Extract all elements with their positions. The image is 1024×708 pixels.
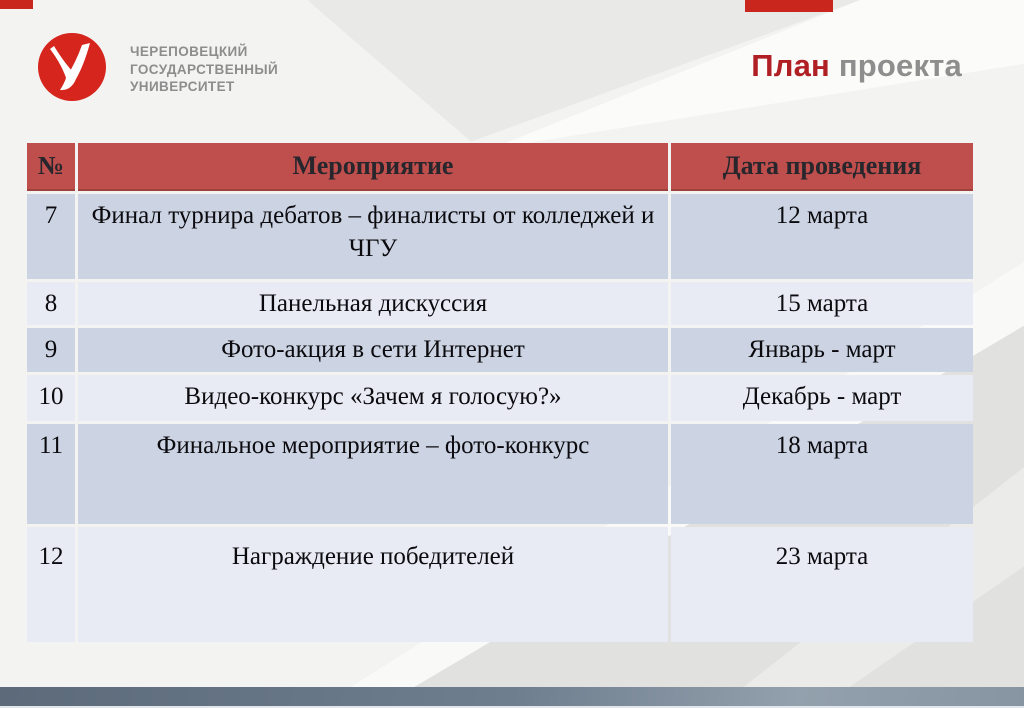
table-row — [27, 424, 973, 524]
cell-number: 7 — [27, 194, 75, 279]
university-name-line: УНИВЕРСИТЕТ — [130, 79, 235, 94]
cell-date: Январь - март — [671, 328, 973, 372]
project-plan-table-wrap — [24, 140, 976, 645]
cell-number: 11 — [27, 424, 75, 524]
slide-title-accent: План — [751, 48, 830, 83]
table-row — [27, 282, 973, 325]
cell-event: Фото-акция в сети Интернет — [78, 328, 668, 372]
cell-number: 10 — [27, 375, 75, 421]
cell-date: Декабрь - март — [671, 375, 973, 421]
cell-date: 23 марта — [671, 527, 973, 642]
table-row — [27, 194, 973, 279]
cell-event: Панельная дискуссия — [78, 282, 668, 325]
footer-accent-band — [0, 687, 1024, 706]
university-name-line: ГОСУДАРСТВЕННЫЙ — [130, 61, 279, 77]
cell-number: 12 — [27, 527, 75, 642]
university-logo-icon — [38, 33, 106, 101]
cell-event: Видео-конкурс «Зачем я голосую?» — [78, 375, 668, 421]
project-plan-table — [24, 140, 976, 645]
university-name-line: ЧЕРЕПОВЕЦКИЙ — [130, 44, 248, 59]
header-cell-event: Мероприятие — [78, 143, 668, 191]
slide-title-rest: проекта — [838, 48, 962, 83]
corner-accent-bar-right — [745, 0, 833, 12]
cell-number: 9 — [27, 328, 75, 372]
university-name — [130, 43, 278, 96]
table-header-row — [27, 143, 973, 191]
slide-title — [751, 48, 962, 84]
table-row — [27, 375, 973, 421]
corner-accent-bar-left — [0, 0, 33, 9]
university-logo — [38, 33, 278, 101]
cell-date: 12 марта — [671, 194, 973, 279]
table-row — [27, 328, 973, 372]
cell-date: 15 марта — [671, 282, 973, 325]
cell-event: Финал турнира дебатов – финалисты от колледжей и ЧГУ — [78, 194, 668, 279]
header-cell-date: Дата проведения — [671, 143, 973, 191]
cell-date: 18 марта — [671, 424, 973, 524]
cell-number: 8 — [27, 282, 75, 325]
cell-event: Награждение победителей — [78, 527, 668, 642]
table-row — [27, 527, 973, 642]
header-cell-number: № — [27, 143, 75, 191]
cell-event: Финальное мероприятие – фото-конкурс — [78, 424, 668, 524]
